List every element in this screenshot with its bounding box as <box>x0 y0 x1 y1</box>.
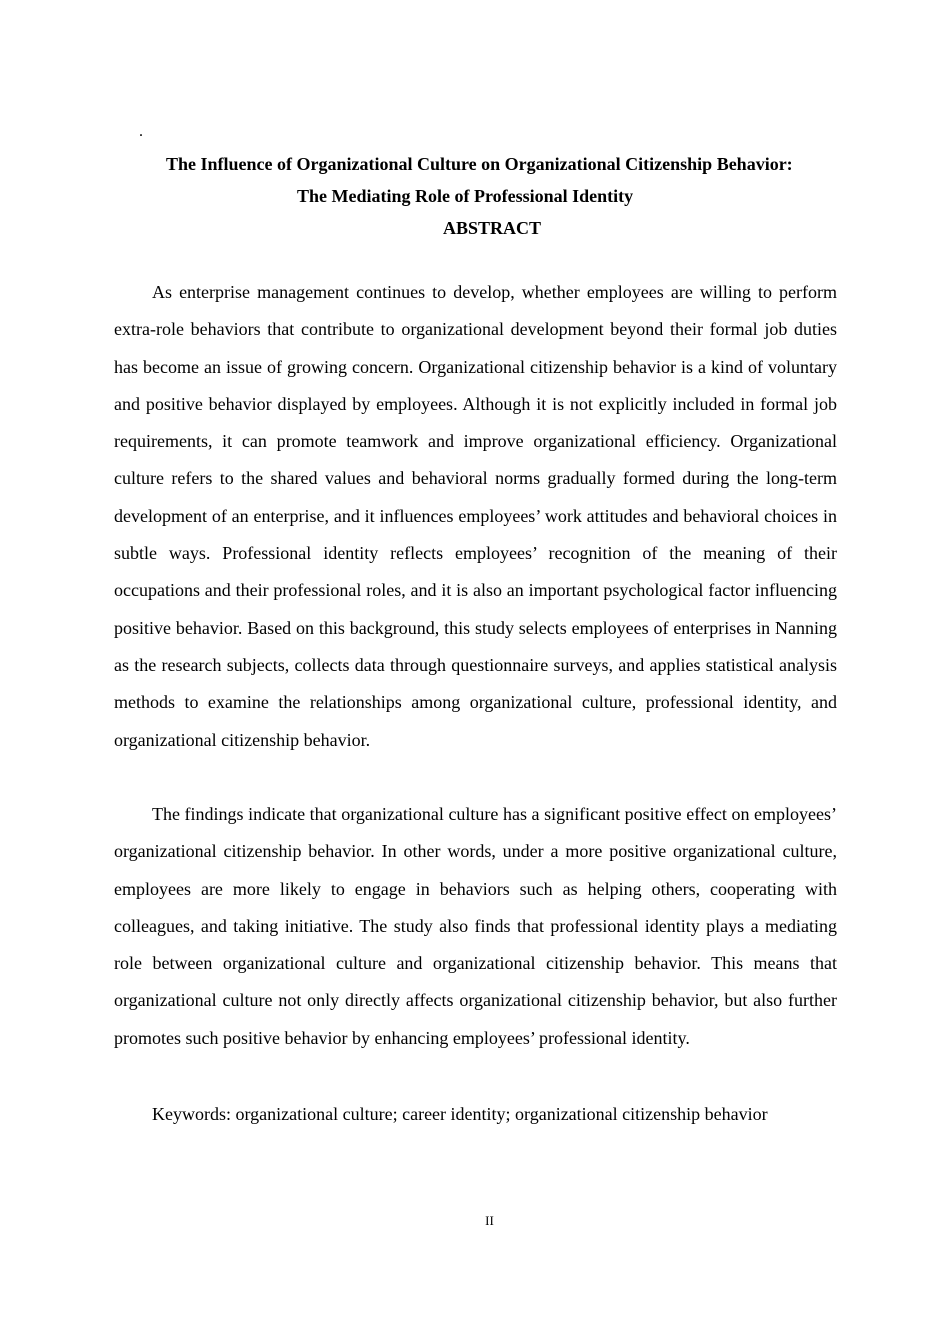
abstract-paragraph-1: As enterprise management continues to develop, whether employees are willing to perform extra-role behaviors that contribute to organizational development beyond their formal job duties has become an issue of growing concern. Organizational citizenship behavior is a kind of voluntary and positive behavior displayed by employees. Although it is not explicitly included in formal job requirements, it can promote teamwork and improve organizational efficiency. Organizational culture refers to the shared values and behavioral norms gradually formed during the long-term development of an enterprise, and it influences employees’ work attitudes and behavioral choices in subtle ways. Professional identity reflects employees’ recognition of the meaning of their occupations and their professional roles, and it is also an important psychological factor influencing positive behavior. Based on this background, this study selects employees of enterprises in Nanning as the research subjects, collects data through questionnaire surveys, and applies statistical analysis methods to examine the relationships among organizational culture, professional identity, and organizational citizenship behavior. <box>114 282 837 750</box>
header-mark: . <box>139 123 143 140</box>
keywords-line: Keywords: organizational culture; career identity; organizational citizenship behavior <box>152 1104 768 1124</box>
abstract-heading: ABSTRACT <box>443 218 542 238</box>
title-line-2: The Mediating Role of Professional Identity <box>297 186 634 206</box>
abstract-paragraph-2: The findings indicate that organizational culture has a significant positive effect on employees’ organizational citizenship behavior. In other words, under a more positive organizational culture, employees are more likely to engage in behaviors such as helping others, cooperating with colleagues, and taking initiative. The study also finds that professional identity plays a mediating role between organizational culture and organizational citizenship behavior. This means that organizational culture not only directly affects organizational citizenship behavior, but also further promotes such positive behavior by enhancing employees’ professional identity. <box>114 804 837 1048</box>
page-number: II <box>485 1213 494 1228</box>
title-line-1: The Influence of Organizational Culture on Organizational Citizenship Behavior: <box>166 154 793 174</box>
